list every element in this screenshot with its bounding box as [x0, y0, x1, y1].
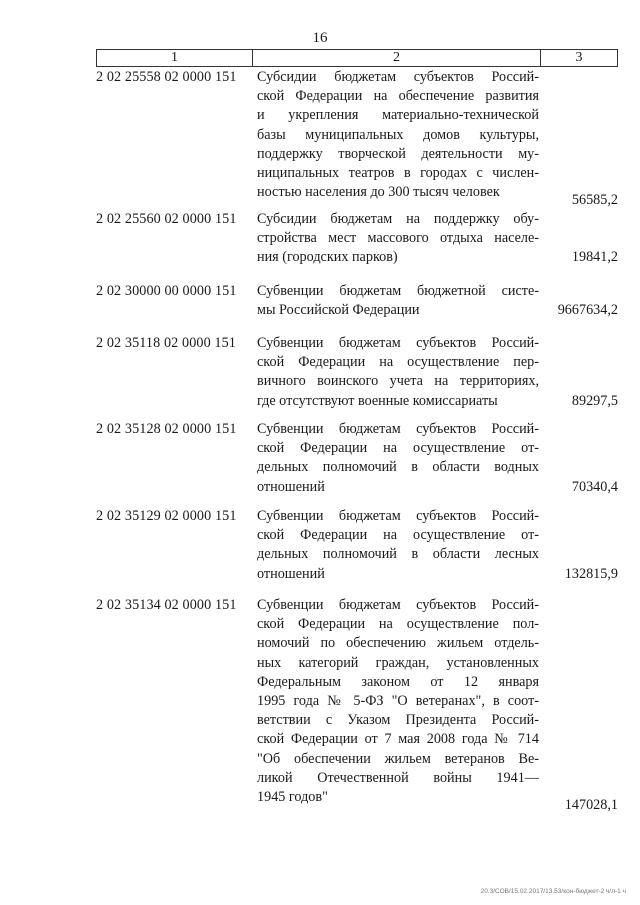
- table-header: [96, 49, 618, 67]
- description-line: 1945 годов": [257, 789, 328, 806]
- row-description: [257, 334, 539, 411]
- row-description: [257, 282, 539, 320]
- row-description: [257, 420, 539, 497]
- description-line: Субвенции бюджетам субъектов Россий-: [257, 597, 539, 613]
- budget-code: 2 02 30000 00 0000 151: [96, 283, 237, 299]
- budget-code: 2 02 35128 02 0000 151: [96, 421, 237, 437]
- description-line: Субвенции бюджетам субъектов Россий-: [257, 421, 539, 437]
- amount-value: 89297,5: [571, 392, 618, 409]
- description-line: "Об обеспечении жильем ветеранов Ве-: [257, 750, 539, 767]
- description-line: Субвенции бюджетам субъектов Россий-: [257, 508, 539, 524]
- description-line: дельных полномочий в области водных: [257, 459, 539, 476]
- column-header-2: 2: [253, 50, 541, 66]
- amount-value: 70340,4: [571, 478, 618, 495]
- row-description: [257, 596, 539, 807]
- description-line: отношений: [257, 478, 325, 495]
- description-line: базы муниципальных домов культуры,: [257, 126, 539, 143]
- amount-value: 19841,2: [571, 249, 618, 266]
- description-line: отношений: [257, 565, 325, 582]
- budget-code: 2 02 35129 02 0000 151: [96, 508, 237, 524]
- description-line: Субсидии бюджетам на поддержку обу-: [257, 211, 539, 227]
- row-description: [257, 210, 539, 268]
- column-header-3: 3: [575, 50, 583, 65]
- description-line: ных категорий граждан, установленных: [257, 654, 539, 671]
- description-line: Субвенции бюджетам бюджетной систе-: [257, 283, 539, 299]
- description-line: Субвенции бюджетам субъектов Россий-: [257, 335, 539, 351]
- description-line: ской Федерации от 7 мая 2008 года № 714: [257, 731, 539, 748]
- amount-value: 56585,2: [571, 192, 618, 209]
- description-line: ветствии с Указом Президента Россий-: [257, 712, 539, 729]
- amount-value: 9667634,2: [557, 302, 618, 319]
- row-description: [257, 507, 539, 584]
- description-line: дельных полномочий в области лесных: [257, 546, 539, 563]
- amount-value: 132815,9: [564, 565, 618, 582]
- column-header-1: 1: [97, 50, 253, 66]
- description-line: ниципальных театров в городах с числен-: [257, 165, 539, 182]
- budget-code: 2 02 25560 02 0000 151: [96, 211, 237, 227]
- description-line: Федеральным законом от 12 января: [257, 673, 539, 690]
- description-line: Субсидии бюджетам субъектов Россий-: [257, 69, 539, 85]
- description-line: ликой Отечественной войны 1941—: [257, 769, 539, 786]
- description-line: ностью населения до 300 тысяч человек: [257, 184, 500, 201]
- description-line: поддержку творческой деятельности му-: [257, 145, 539, 162]
- page-number: 16: [312, 30, 328, 46]
- description-line: номочий по обеспечению жильем отдель-: [257, 635, 539, 652]
- description-line: 1995 года № 5-ФЗ "О ветеранах", в соот-: [257, 693, 539, 710]
- description-line: где отсутствуют военные комиссариаты: [257, 392, 498, 409]
- budget-code: 2 02 35118 02 0000 151: [96, 335, 237, 351]
- row-description: [257, 68, 539, 202]
- budget-code: 2 02 35134 02 0000 151: [96, 597, 237, 613]
- description-line: ской Федерации на осуществление пер-: [257, 354, 539, 371]
- description-line: вичного воинского учета на территориях,: [257, 373, 539, 390]
- description-line: ской Федерации на осуществление пол-: [257, 616, 539, 633]
- budget-code: 2 02 25558 02 0000 151: [96, 69, 237, 85]
- description-line: ской Федерации на обеспечение развития: [257, 88, 539, 105]
- footer-stamp: 20.3/СОВ/15.02.2017/13.53/кон-бюджет-2 ч/л-1 ч: [480, 888, 626, 895]
- description-line: мы Российской Федерации: [257, 302, 420, 319]
- description-line: стройства мест массового отдыха населе-: [257, 230, 539, 247]
- description-line: и укрепления материально-технической: [257, 107, 539, 124]
- amount-value: 147028,1: [564, 797, 618, 813]
- description-line: ской Федерации на осуществление от-: [257, 527, 539, 544]
- description-line: ния (городских парков): [257, 249, 398, 266]
- description-line: ской Федерации на осуществление от-: [257, 440, 539, 457]
